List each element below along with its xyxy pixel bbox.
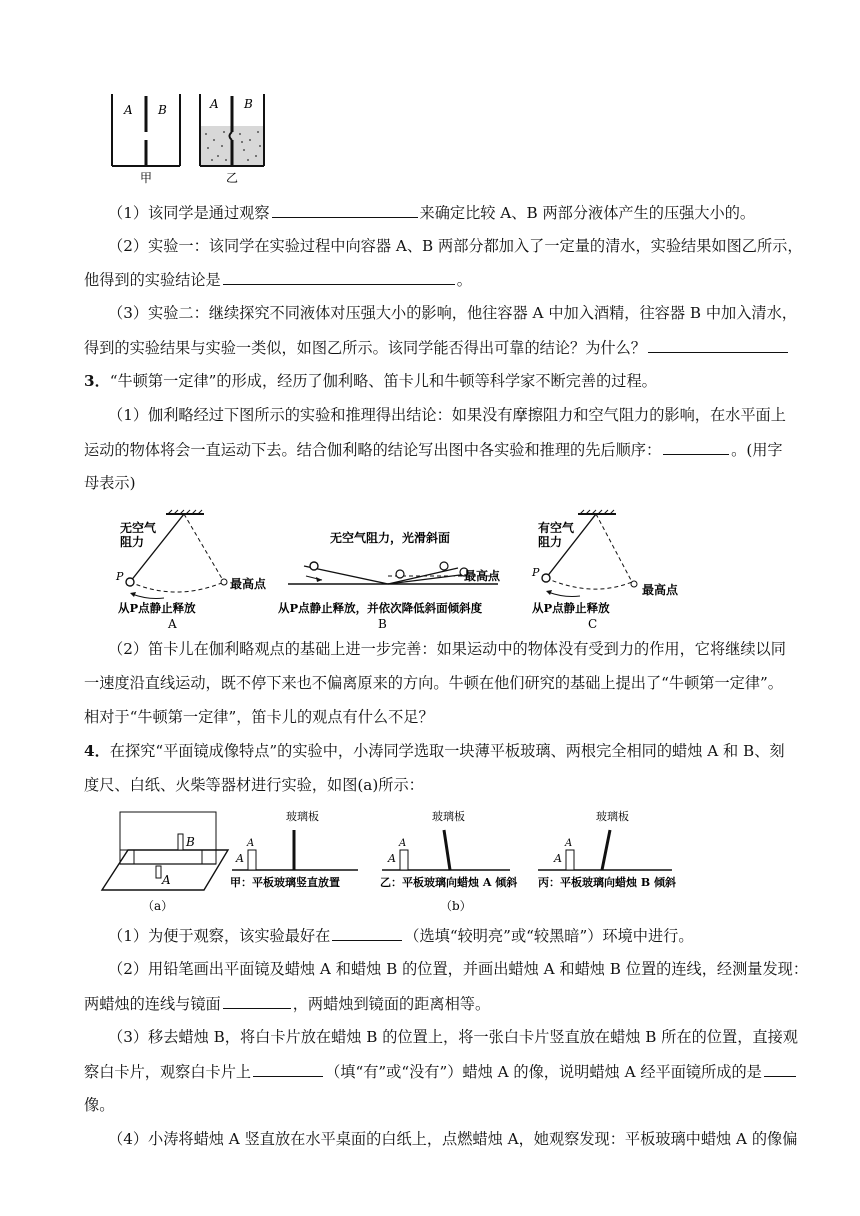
svg-text:A: A (554, 852, 562, 865)
fig1-label-b-left: B (158, 103, 167, 117)
svg-text:从P点静止释放: 从P点静止释放 (532, 601, 610, 615)
q4-part2-line2: 两蜡烛的连线与镜面 ，两蜡烛到镜面的距离相等。 (84, 992, 812, 1015)
answer-blank[interactable] (253, 1060, 323, 1077)
q4-part4-line1: （4）小涛将蜡烛 A 竖直放在水平桌面的白纸上，点燃蜡烛 A，她观察发现：平板玻璃中蜡烛 A 的像偏 (108, 1130, 798, 1148)
svg-text:A: A (247, 838, 255, 849)
q3-part1-line2: 运动的物体将会一直运动下去。结合伽利略的结论写出图中各实验和推理的先后顺序： 。(用字 (84, 438, 812, 461)
svg-text:P: P (532, 566, 540, 579)
svg-text:（b）: （b） (440, 899, 472, 913)
fig1-label-a-left: A (124, 103, 133, 117)
svg-text:最高点: 最高点 (464, 569, 501, 583)
q4-part1: （1）为便于观察，该实验最好在 （选填“较明亮”或“较黑暗”）环境中进行。 (108, 924, 812, 947)
answer-blank[interactable] (223, 992, 291, 1009)
q4-part3-line1: （3）移去蜡烛 B，将白卡片放在蜡烛 B 的位置上，将一张白卡片竖直放在蜡烛 B 所在的位置，直接观 (108, 1028, 798, 1046)
q2-part2-line1: （2）实验一：该同学在实验过程中向容器 A、B 两部分都加入了一定量的清水，实验结果如图乙所示， (108, 237, 803, 255)
mirror-figure (100, 806, 710, 914)
fig1-caption-jia: 甲 (140, 171, 153, 185)
answer-blank[interactable] (272, 201, 418, 218)
answer-blank[interactable] (764, 1060, 796, 1077)
svg-text:阻力: 阻力 (120, 535, 145, 549)
answer-blank[interactable] (332, 924, 402, 941)
q3-part2-line2: 一速度沿直线运动，既不停下来也不偏离原来的方向。牛顿在他们研究的基础上提出了“牛顿第一定律”。 (84, 674, 783, 692)
svg-text:B: B (378, 617, 387, 631)
svg-text:C: C (588, 617, 598, 631)
q3-part2-line3: 相对于“牛顿第一定律”，笛卡儿的观点有什么不足？ (84, 708, 434, 726)
fig1-label-a-right: A (210, 97, 219, 111)
svg-text:最高点: 最高点 (642, 583, 679, 597)
galileo-figure (108, 508, 708, 632)
svg-text:无空气: 无空气 (120, 521, 157, 535)
svg-text:A: A (565, 838, 573, 849)
svg-text:A: A (168, 617, 177, 631)
q2-part2-line2: 他得到的实验结论是 。 (84, 268, 812, 291)
answer-blank[interactable] (648, 336, 788, 353)
fig1-caption-yi: 乙 (226, 171, 239, 185)
svg-text:阻力: 阻力 (538, 535, 563, 549)
svg-text:乙：平板玻璃向蜡烛 A 倾斜: 乙：平板玻璃向蜡烛 A 倾斜 (380, 876, 518, 889)
svg-text:有空气: 有空气 (538, 521, 575, 535)
svg-text:甲：平板玻璃竖直放置: 甲：平板玻璃竖直放置 (230, 876, 340, 889)
svg-text:从P点静止释放，并依次降低斜面倾斜度: 从P点静止释放，并依次降低斜面倾斜度 (278, 601, 483, 615)
svg-text:B: B (186, 835, 195, 849)
q2-part3-line2: 得到的实验结果与实验一类似，如图乙所示。该同学能否得出可靠的结论？为什么？ (84, 336, 812, 359)
svg-text:最高点: 最高点 (230, 577, 267, 591)
q4-title-line2: 度尺、白纸、火柴等器材进行实验，如图(a)所示： (84, 776, 424, 794)
svg-text:丙：平板玻璃向蜡烛 B 倾斜: 丙：平板玻璃向蜡烛 B 倾斜 (538, 876, 676, 889)
svg-text:无空气阻力，光滑斜面: 无空气阻力，光滑斜面 (330, 531, 451, 545)
q4-part2-line1: （2）用铅笔画出平面镜及蜡烛 A 和蜡烛 B 的位置，并画出蜡烛 A 和蜡烛 B 位置的连线，经测量发现： (108, 960, 809, 978)
svg-text:A: A (388, 852, 396, 865)
q2-part1: （1）该同学是通过观察 来确定比较 A、B 两部分液体产生的压强大小的。 (108, 201, 812, 224)
svg-text:A: A (399, 838, 407, 849)
q3-part2-line1: （2）笛卡儿在伽利略观点的基础上进一步完善：如果运动中的物体没有受到力的作用，它将继续以同 (108, 640, 786, 658)
svg-text:A: A (236, 852, 244, 865)
q3-title: 3．“牛顿第一定律”的形成，经历了伽利略、笛卡儿和牛顿等科学家不断完善的过程。 (84, 372, 657, 390)
answer-blank[interactable] (223, 268, 455, 285)
q3-part1-line3: 母表示) (84, 474, 136, 492)
q3-part1-line1: （1）伽利略经过下图所示的实验和推理得出结论：如果没有摩擦阻力和空气阻力的影响，在水平面上 (108, 406, 786, 424)
fig1-label-b-right: B (244, 97, 253, 111)
container-figure (104, 90, 274, 186)
q4-part3-line2: 察白卡片，观察白卡片上 （填“有”或“没有”）蜡烛 A 的像，说明蜡烛 A 经平面镜所成的是 (84, 1060, 812, 1083)
svg-text:A: A (162, 873, 171, 887)
svg-text:从P点静止释放: 从P点静止释放 (118, 601, 196, 615)
q4-part3-line3: 像。 (84, 1096, 115, 1114)
q4-title-line1: 4．在探究“平面镜成像特点”的实验中，小涛同学选取一块薄平板玻璃、两根完全相同的蜡烛 A 和 B、刻 (84, 742, 785, 760)
svg-text:玻璃板: 玻璃板 (596, 810, 629, 823)
svg-text:玻璃板: 玻璃板 (286, 810, 319, 823)
svg-text:玻璃板: 玻璃板 (432, 810, 465, 823)
answer-blank[interactable] (663, 438, 729, 455)
svg-text:P: P (116, 570, 124, 583)
svg-text:（a）: （a） (142, 899, 174, 913)
q2-part3-line1: （3）实验二：继续探究不同液体对压强大小的影响，他往容器 A 中加入酒精，往容器 B 中加入清水， (108, 304, 797, 322)
